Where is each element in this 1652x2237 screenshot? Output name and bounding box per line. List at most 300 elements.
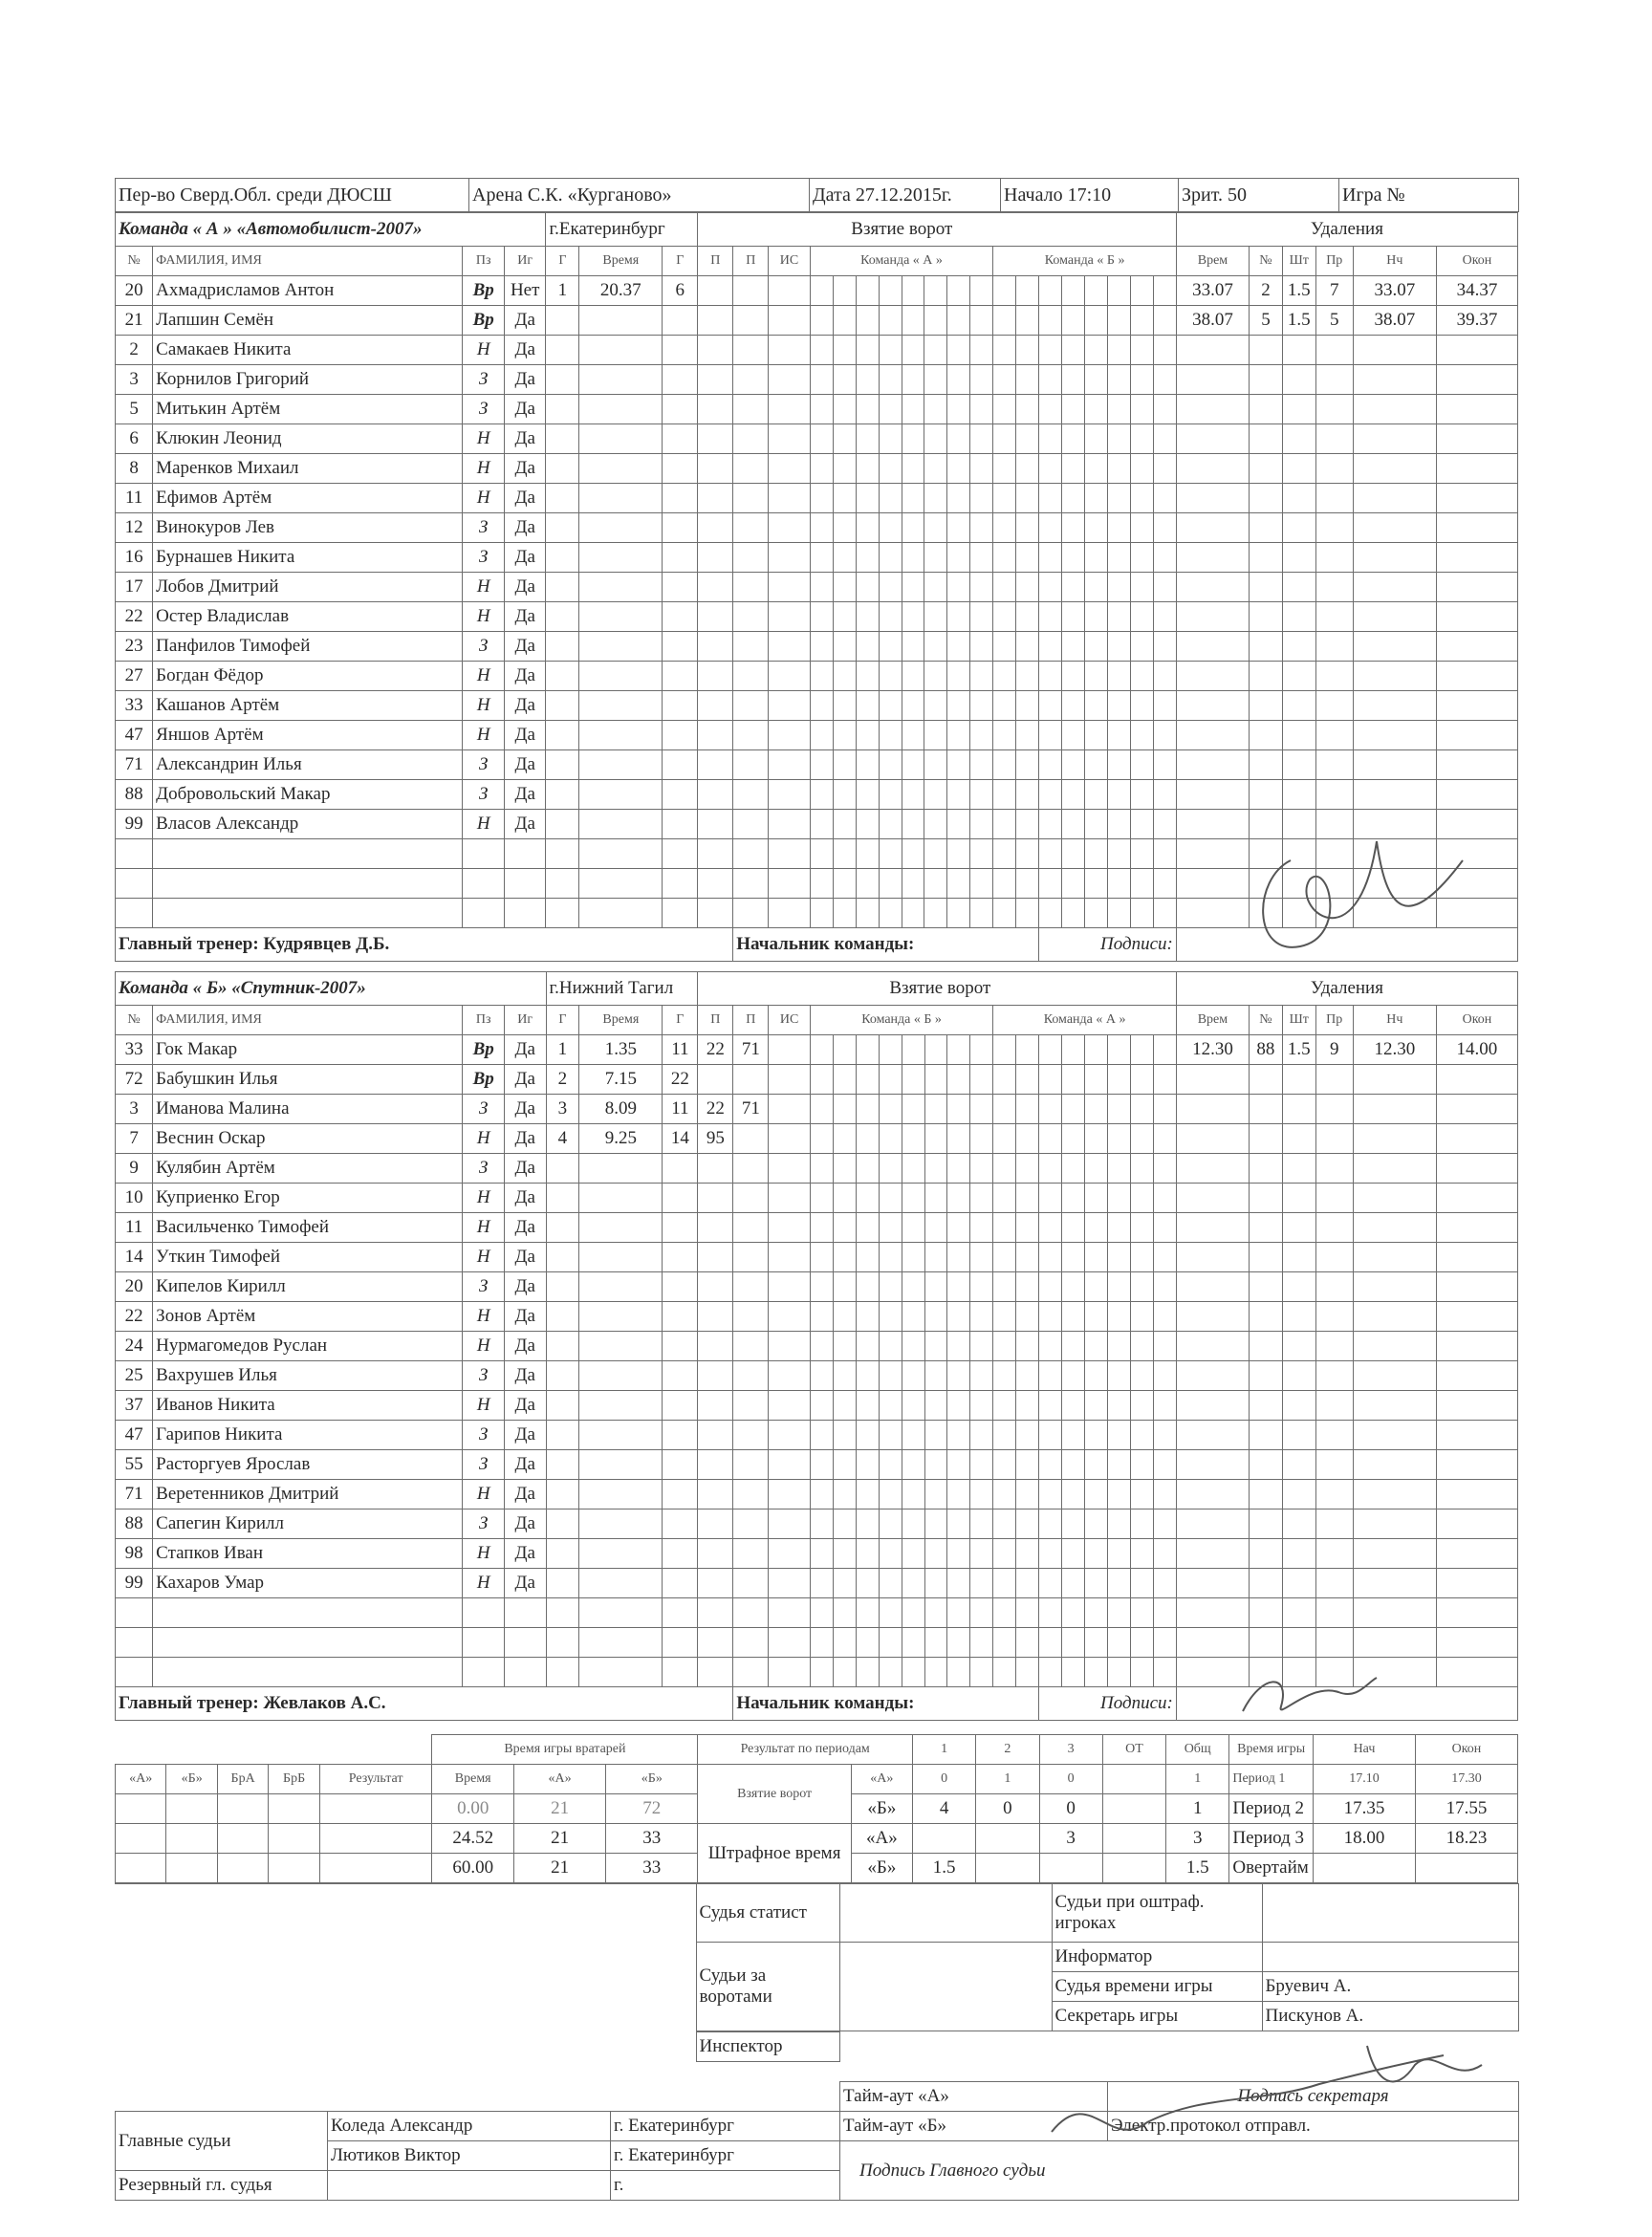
lineup-cell — [879, 1480, 902, 1509]
penalty-minutes: 1.5 — [1282, 306, 1315, 336]
lineup-cell — [970, 1124, 993, 1154]
player-name: Иманова Малина — [153, 1095, 463, 1124]
lineup-cell — [993, 276, 1016, 306]
lineup-cell — [810, 1539, 833, 1569]
penalty-reason — [1315, 662, 1353, 691]
lineup-cell — [1016, 1184, 1039, 1213]
goal-situation — [769, 1154, 811, 1184]
penalty-time — [1176, 1332, 1249, 1361]
lineup-cell — [856, 513, 879, 543]
lineup-cell — [993, 365, 1016, 395]
lineup-cell — [1107, 513, 1130, 543]
goal-situation — [769, 1569, 811, 1598]
arena: Арена С.К. «Курганово» — [469, 179, 810, 212]
lineup-cell — [856, 1272, 879, 1302]
lineup-cell — [879, 750, 902, 780]
goal-situation — [769, 1332, 811, 1361]
lineup-cell — [1085, 1569, 1108, 1598]
player-position: З — [463, 1509, 505, 1539]
lineup-cell — [1153, 602, 1176, 632]
goal-time — [579, 602, 663, 632]
lineup-cell — [810, 632, 833, 662]
lineup-cell — [1108, 1213, 1131, 1243]
judge-2: Лютиков Виктор — [328, 2141, 611, 2171]
lineup-cell — [1130, 306, 1153, 336]
goal-situation — [769, 839, 811, 869]
goal-scorer — [663, 750, 698, 780]
goal-assist-1 — [698, 1065, 733, 1095]
penalty-end — [1436, 573, 1517, 602]
col-pen-no: № — [1250, 1006, 1283, 1035]
lineup-cell — [1016, 602, 1039, 632]
lineup-cell — [947, 1095, 970, 1124]
lineup-cell — [879, 839, 902, 869]
lineup-cell — [1108, 1509, 1131, 1539]
col-is: ИС — [769, 1006, 811, 1035]
lineup-cell — [1039, 1480, 1062, 1509]
penalty-end — [1436, 1361, 1517, 1391]
lineup-cell — [879, 424, 902, 454]
lineup-cell — [833, 899, 856, 928]
goal-situation — [769, 573, 811, 602]
period-2-label: Период 2 — [1229, 1794, 1314, 1824]
player-position — [463, 869, 505, 899]
goal-time — [579, 1243, 663, 1272]
lineup-cell — [833, 1658, 856, 1687]
table-row — [116, 1184, 1518, 1213]
lineup-cell — [1039, 1569, 1062, 1598]
lineup-cell — [1130, 810, 1153, 839]
player-number: 6 — [116, 424, 153, 454]
lineup-cell — [1062, 721, 1085, 750]
lineup-cell — [1130, 1124, 1153, 1154]
col-pen-time: Врем — [1176, 1006, 1249, 1035]
lineup-cell — [1130, 395, 1153, 424]
player-plays: Да — [504, 1184, 546, 1213]
lineup-cell — [1062, 1154, 1085, 1184]
goal-assist-2 — [733, 810, 769, 839]
lineup-cell — [1153, 1065, 1176, 1095]
lineup-cell — [1130, 750, 1153, 780]
goal-time — [579, 1569, 663, 1598]
lineup-cell — [1153, 336, 1176, 365]
gk-col-time: Время — [432, 1765, 514, 1794]
team-a-title: Команда « А » «Автомобилист-2007» — [116, 213, 546, 247]
lineup-cell — [924, 1569, 947, 1598]
lineup-cell — [833, 1391, 856, 1421]
lineup-cell — [924, 1065, 947, 1095]
player-position: Вр — [463, 1035, 505, 1065]
penalty-minutes — [1282, 484, 1315, 513]
penalty-player — [1250, 602, 1283, 632]
goal-time — [579, 543, 663, 573]
table-row — [116, 1332, 1518, 1361]
player-plays: Да — [504, 1509, 546, 1539]
player-number: 55 — [116, 1450, 153, 1480]
goal-assist-2 — [733, 869, 769, 899]
player-name: Гок Макар — [153, 1035, 463, 1065]
goal-scorer — [663, 1569, 698, 1598]
period-col-total: Общ — [1166, 1735, 1229, 1765]
lineup-cell — [1016, 395, 1039, 424]
goal-assist-2 — [733, 543, 769, 573]
penalty-minutes — [1282, 1243, 1315, 1272]
lineup-cell — [1016, 1480, 1039, 1509]
header-table — [115, 178, 1519, 212]
lineup-cell — [1085, 1509, 1108, 1539]
player-name — [153, 1628, 463, 1658]
goal-time — [579, 1421, 663, 1450]
lineup-cell — [1130, 1184, 1153, 1213]
lineup-cell — [1039, 632, 1062, 662]
lineup-cell — [879, 395, 902, 424]
penalty-time — [1176, 1243, 1249, 1272]
penalty-reason: 9 — [1315, 1035, 1353, 1065]
goal-assist-1: 95 — [698, 1124, 733, 1154]
lineup-cell — [856, 691, 879, 721]
lineup-cell — [902, 1421, 924, 1450]
lineup-cell — [1107, 899, 1130, 928]
player-name: Кахаров Умар — [153, 1569, 463, 1598]
penalty-reason — [1315, 1628, 1353, 1658]
penalty-time — [1176, 395, 1249, 424]
player-plays: Да — [504, 1154, 546, 1184]
player-plays — [504, 839, 546, 869]
table-row — [116, 1124, 1518, 1154]
pen-label: Штрафное время — [698, 1824, 851, 1883]
judge-stat-label: Судья статист — [696, 1884, 839, 1943]
lineup-cell — [1130, 839, 1153, 869]
goal-number: 2 — [546, 1065, 579, 1095]
goal-situation — [769, 1450, 811, 1480]
lineup-cell — [902, 1184, 924, 1213]
lineup-cell — [1016, 869, 1039, 899]
player-number: 24 — [116, 1332, 153, 1361]
penalty-start — [1353, 336, 1436, 365]
penalty-start — [1353, 1213, 1436, 1243]
team-a-signatures: Подписи: — [1039, 928, 1177, 962]
lineup-cell — [947, 632, 970, 662]
lineup-cell — [1153, 484, 1176, 513]
lineup-cell — [1130, 1421, 1153, 1450]
penalty-minutes — [1282, 1332, 1315, 1361]
lineup-cell — [993, 1450, 1016, 1480]
goals-a-p3: 0 — [1039, 1765, 1102, 1794]
goal-number: 1 — [546, 1035, 579, 1065]
goal-assist-1 — [698, 1480, 733, 1509]
lineup-cell — [810, 839, 833, 869]
lineup-cell — [924, 1480, 947, 1509]
lineup-cell — [1062, 1243, 1085, 1272]
team-b-signatures: Подписи: — [1039, 1687, 1177, 1721]
lineup-cell — [924, 810, 947, 839]
lineup-cell — [856, 1569, 879, 1598]
lineup-cell — [1085, 721, 1108, 750]
lineup-cell — [1062, 1658, 1085, 1687]
lineup-cell — [1108, 1095, 1131, 1124]
lineup-cell — [810, 513, 833, 543]
player-number: 2 — [116, 336, 153, 365]
time-heading: Время игры — [1229, 1735, 1314, 1765]
lineup-cell — [902, 1095, 924, 1124]
lineup-cell — [1062, 1450, 1085, 1480]
lineup-cell — [947, 602, 970, 632]
lineup-cell — [947, 484, 970, 513]
gk-col-brb: БрБ — [269, 1765, 319, 1794]
goal-assist-2 — [733, 1391, 769, 1421]
penalty-end — [1436, 1421, 1517, 1450]
goals-a-total: 1 — [1166, 1765, 1229, 1794]
lineup-cell — [993, 602, 1016, 632]
player-position: З — [463, 750, 505, 780]
goal-assist-2 — [733, 1421, 769, 1450]
player-plays: Нет — [504, 276, 546, 306]
lineup-cell — [902, 1628, 924, 1658]
player-position: З — [463, 543, 505, 573]
goal-number — [546, 573, 579, 602]
lineup-cell — [833, 1569, 856, 1598]
lineup-cell — [1085, 1658, 1108, 1687]
goal-scorer: 11 — [663, 1095, 698, 1124]
signature-team-b — [1233, 1663, 1386, 1730]
player-plays: Да — [504, 1391, 546, 1421]
lineup-cell — [902, 454, 924, 484]
table-row — [116, 1450, 1518, 1480]
lineup-cell — [1016, 1361, 1039, 1391]
goal-assist-2 — [733, 1450, 769, 1480]
player-position: Н — [463, 573, 505, 602]
lineup-cell — [947, 1213, 970, 1243]
penalty-player — [1250, 484, 1283, 513]
goal-situation — [769, 780, 811, 810]
lineup-cell — [879, 484, 902, 513]
player-position — [463, 839, 505, 869]
penalty-reason — [1315, 573, 1353, 602]
penalty-time — [1176, 1213, 1249, 1243]
lineup-cell — [1085, 1243, 1108, 1272]
lineup-cell — [1153, 365, 1176, 395]
player-name: Добровольский Макар — [153, 780, 463, 810]
lineup-cell — [1016, 573, 1039, 602]
lineup-cell — [993, 899, 1016, 928]
penalty-minutes — [1282, 1539, 1315, 1569]
player-plays: Да — [504, 721, 546, 750]
goal-number — [546, 1421, 579, 1450]
player-number: 11 — [116, 484, 153, 513]
tournament: Пер-во Сверд.Обл. среди ДЮСШ — [116, 179, 469, 212]
lineup-cell — [1153, 839, 1176, 869]
summary-table — [115, 1734, 1518, 1883]
lineup-cell — [810, 1450, 833, 1480]
lineup-cell — [924, 1035, 947, 1065]
penalty-minutes — [1282, 691, 1315, 721]
secretary-label: Секретарь игры — [1052, 2002, 1262, 2031]
goal-situation — [769, 602, 811, 632]
lineup-cell — [810, 454, 833, 484]
lineup-cell — [833, 1065, 856, 1095]
goal-assist-2 — [733, 1598, 769, 1628]
penalty-start — [1353, 365, 1436, 395]
lineup-cell — [856, 1184, 879, 1213]
lineup-cell — [924, 1302, 947, 1332]
lineup-cell — [1130, 1450, 1153, 1480]
penalty-time — [1176, 1450, 1249, 1480]
penalty-time — [1176, 750, 1249, 780]
penalty-minutes — [1282, 1184, 1315, 1213]
lineup-cell — [1062, 1184, 1085, 1213]
lineup-cell — [810, 1658, 833, 1687]
lineup-cell — [1085, 691, 1108, 721]
lineup-cell — [1108, 1598, 1131, 1628]
goal-assist-2 — [733, 1065, 769, 1095]
lineup-cell — [1062, 1628, 1085, 1658]
lineup-cell — [856, 1480, 879, 1509]
player-name: Лапшин Семён — [153, 306, 463, 336]
player-name: Винокуров Лев — [153, 513, 463, 543]
lineup-cell — [1085, 306, 1108, 336]
penalty-player — [1250, 1509, 1283, 1539]
player-position: З — [463, 632, 505, 662]
lineup-cell — [1039, 1272, 1062, 1302]
lineup-cell — [1108, 1302, 1131, 1332]
lineup-cell — [970, 484, 993, 513]
goal-time — [579, 573, 663, 602]
lineup-cell — [1062, 1569, 1085, 1598]
lineup-cell — [1039, 424, 1062, 454]
goal-situation — [769, 721, 811, 750]
penalty-player — [1250, 365, 1283, 395]
player-position: З — [463, 513, 505, 543]
lineup-cell — [993, 1391, 1016, 1421]
table-row — [116, 1154, 1518, 1184]
lineup-cell — [1085, 1272, 1108, 1302]
lineup-cell — [993, 1628, 1016, 1658]
player-plays: Да — [504, 1095, 546, 1124]
lineup-cell — [1016, 484, 1039, 513]
lineup-cell — [1039, 1391, 1062, 1421]
lineup-cell — [1085, 395, 1108, 424]
lineup-cell — [947, 1065, 970, 1095]
lineup-cell — [1039, 1361, 1062, 1391]
lineup-cell — [810, 1628, 833, 1658]
player-name: Ефимов Артём — [153, 484, 463, 513]
lineup-cell — [833, 750, 856, 780]
player-number — [116, 869, 153, 899]
player-name: Митькин Артём — [153, 395, 463, 424]
lineup-cell — [1107, 662, 1130, 691]
lineup-cell — [1085, 1450, 1108, 1480]
table-row — [116, 336, 1518, 365]
lineup-cell — [856, 1361, 879, 1391]
lineup-cell — [947, 1509, 970, 1539]
lineup-cell — [902, 1124, 924, 1154]
lineup-cell — [1108, 1480, 1131, 1509]
col-pos: Пз — [463, 1006, 505, 1035]
goal-assist-2 — [733, 1509, 769, 1539]
player-name: Уткин Тимофей — [153, 1243, 463, 1272]
lineup-cell — [1107, 839, 1130, 869]
penalty-start — [1353, 662, 1436, 691]
lineup-cell — [970, 1539, 993, 1569]
goal-assist-1 — [698, 662, 733, 691]
lineup-cell — [879, 1035, 902, 1065]
lineup-cell — [1016, 513, 1039, 543]
player-plays: Да — [504, 662, 546, 691]
penalty-minutes — [1282, 662, 1315, 691]
lineup-cell — [970, 1154, 993, 1184]
lineup-cell — [924, 1154, 947, 1184]
goal-scorer — [663, 454, 698, 484]
goal-number — [546, 1184, 579, 1213]
lineup-cell — [1062, 750, 1085, 780]
reserve-judge-label: Резервный гл. судья — [116, 2171, 328, 2201]
goal-scorer — [663, 336, 698, 365]
player-number: 25 — [116, 1361, 153, 1391]
player-name: Гарипов Никита — [153, 1421, 463, 1450]
lineup-cell — [1039, 484, 1062, 513]
lineup-cell — [879, 336, 902, 365]
table-row — [116, 721, 1518, 750]
lineup-cell — [924, 1184, 947, 1213]
table-row — [116, 602, 1518, 632]
penalty-player — [1250, 1450, 1283, 1480]
penalty-end — [1436, 484, 1517, 513]
goal-assist-1 — [698, 1421, 733, 1450]
goal-situation — [769, 810, 811, 839]
penalty-start — [1353, 454, 1436, 484]
player-position: Н — [463, 1539, 505, 1569]
lineup-cell — [810, 1391, 833, 1421]
goal-situation — [769, 1628, 811, 1658]
goal-scorer — [663, 573, 698, 602]
player-plays: Да — [504, 1332, 546, 1361]
table-row — [116, 1302, 1518, 1332]
lineup-cell — [833, 424, 856, 454]
table-row — [116, 306, 1518, 336]
lineup-cell — [1016, 899, 1039, 928]
lineup-cell — [856, 899, 879, 928]
lineup-cell — [879, 543, 902, 573]
lineup-cell — [970, 424, 993, 454]
player-name: Вахрушев Илья — [153, 1361, 463, 1391]
penalty-time — [1176, 721, 1249, 750]
penalty-start — [1353, 1302, 1436, 1332]
lineup-cell — [1130, 780, 1153, 810]
player-number: 98 — [116, 1539, 153, 1569]
goal-time — [579, 484, 663, 513]
lineup-cell — [1130, 662, 1153, 691]
penalty-end — [1436, 1065, 1517, 1095]
lineup-cell — [924, 1598, 947, 1628]
lineup-cell — [1153, 1539, 1176, 1569]
lineup-cell — [924, 395, 947, 424]
penalty-time — [1176, 632, 1249, 662]
penalty-reason — [1315, 543, 1353, 573]
player-plays: Да — [504, 513, 546, 543]
game-number: Игра № — [1339, 179, 1519, 212]
lineup-cell — [833, 632, 856, 662]
goal-situation — [769, 869, 811, 899]
penalty-start — [1353, 1095, 1436, 1124]
lineup-cell — [1108, 1421, 1131, 1450]
lineup-cell — [924, 1421, 947, 1450]
player-plays: Да — [504, 810, 546, 839]
lineup-cell — [924, 306, 947, 336]
lineup-cell — [1016, 365, 1039, 395]
lineup-cell — [1108, 1539, 1131, 1569]
lineup-cell — [924, 1450, 947, 1480]
lineup-cell — [902, 780, 924, 810]
